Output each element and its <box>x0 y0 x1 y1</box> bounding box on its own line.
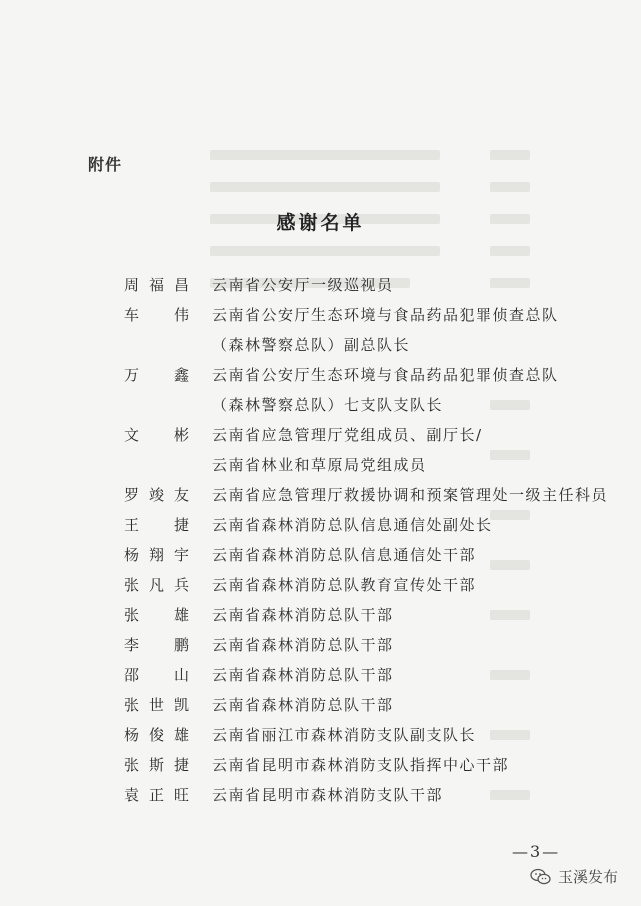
person-position: 云南省昆明市森林消防支队指挥中心干部 <box>212 756 510 774</box>
person-position: 云南省林业和草原局党组成员 <box>212 456 427 474</box>
person-name: 张雄 <box>124 606 190 624</box>
person-name: 文彬 <box>124 426 190 444</box>
person-position: 云南省应急管理厅救援协调和预案管理处一级主任科员 <box>212 486 609 504</box>
person-position: 云南省森林消防总队干部 <box>212 666 394 684</box>
person-name: 邵山 <box>124 666 190 684</box>
person-name: 张斯捷 <box>124 756 190 774</box>
publisher-watermark <box>530 866 618 887</box>
person-position: 云南省公安厅生态环境与食品药品犯罪侦查总队 <box>212 306 559 324</box>
person-position: 云南省公安厅一级巡视员 <box>212 276 394 294</box>
person-name: 张世凯 <box>124 696 190 714</box>
person-name: 周福昌 <box>124 276 190 294</box>
person-position: 云南省森林消防总队干部 <box>212 636 394 654</box>
wechat-icon <box>530 868 552 886</box>
person-name: 车伟 <box>124 306 190 324</box>
person-name: 王捷 <box>124 516 190 534</box>
person-position: 云南省森林消防总队信息通信处副处长 <box>212 516 493 534</box>
person-position: 云南省森林消防总队信息通信处干部 <box>212 546 477 564</box>
person-position: 云南省应急管理厅党组成员、副厅长/ <box>212 426 483 444</box>
person-position: 云南省昆明市森林消防支队干部 <box>212 786 444 804</box>
person-position: 云南省森林消防总队干部 <box>212 696 394 714</box>
watermark-text: 玉溪发布 <box>558 868 619 886</box>
page-title: 感谢名单 <box>276 212 365 234</box>
person-position: 云南省公安厅生态环境与食品药品犯罪侦查总队 <box>212 366 559 384</box>
person-position: 云南省丽江市森林消防支队副支队长 <box>212 726 477 744</box>
person-name: 杨翔宇 <box>124 546 190 564</box>
person-name: 袁正旺 <box>124 786 190 804</box>
page-number: —3— <box>512 842 561 861</box>
person-name: 杨俊雄 <box>124 726 190 744</box>
person-position: （森林警察总队）七支队支队长 <box>212 396 444 414</box>
person-name: 张凡兵 <box>124 576 190 594</box>
attachment-label: 附件 <box>88 155 123 174</box>
person-name: 万鑫 <box>124 366 190 384</box>
person-position: 云南省森林消防总队教育宣传处干部 <box>212 576 477 594</box>
person-position: 云南省森林消防总队干部 <box>212 606 394 624</box>
person-position: （森林警察总队）副总队长 <box>212 336 411 354</box>
person-name: 李鹏 <box>124 636 190 654</box>
person-name: 罗竣友 <box>124 486 190 504</box>
